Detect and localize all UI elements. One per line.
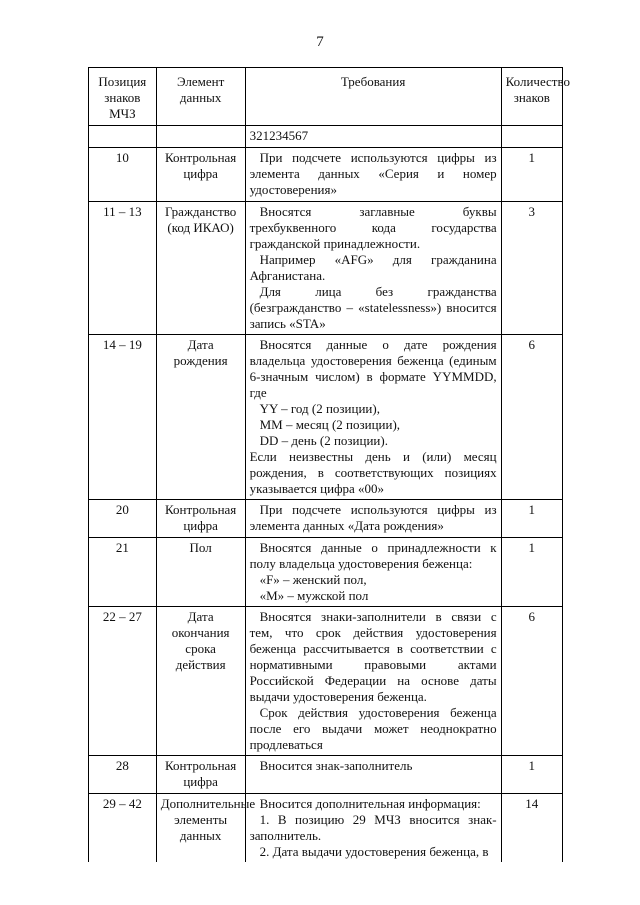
requirements-table (88, 67, 571, 862)
row-element: Гражданство (код ИКАО) (156, 202, 245, 335)
requirement-line: При подсчете используются цифры из элемента данных «Дата рождения» (249, 502, 497, 533)
row-count (501, 126, 562, 148)
row-count: 14 (501, 794, 562, 863)
row-count: 1 (501, 756, 562, 794)
header-count: Количество знаков (501, 68, 562, 126)
row-position: 10 (89, 148, 157, 202)
page-number: 7 (316, 34, 324, 50)
row-count: 1 (501, 148, 562, 202)
requirement-line: MM – месяц (2 позиции), (259, 417, 401, 432)
table-row (89, 126, 563, 148)
row-position: 11 – 13 (89, 202, 157, 335)
row-position (89, 126, 157, 148)
row-element: Пол (156, 538, 245, 607)
requirement-line: Вносится дополнительная информация: (259, 796, 481, 811)
table-header-row (89, 68, 563, 126)
requirement-line: Например «AFG» для гражданина Афганистана. (249, 252, 497, 283)
requirement-line: Вносится знак-заполнитель (259, 758, 413, 773)
row-requirements (245, 500, 501, 538)
requirement-line: Срок действия удостоверения беженца после его выдачи может неоднократно продлеваться (249, 705, 497, 752)
row-element: Дополнительные элементы данных (156, 794, 245, 863)
row-position: 20 (89, 500, 157, 538)
row-requirements (245, 756, 501, 794)
row-element (156, 126, 245, 148)
requirement-line: «M» – мужской пол (259, 588, 369, 603)
row-count: 1 (501, 538, 562, 607)
row-element: Контрольная цифра (156, 148, 245, 202)
requirement-line: 1. В позицию 29 МЧЗ вносится знак-заполнитель. (249, 812, 497, 843)
header-requirements: Требования (245, 68, 501, 126)
row-requirements (245, 538, 501, 607)
row-requirements (245, 335, 501, 500)
row-element: Контрольная цифра (156, 756, 245, 794)
row-element: Дата рождения (156, 335, 245, 500)
row-count: 6 (501, 335, 562, 500)
table-row (89, 538, 563, 607)
table-row (89, 335, 563, 500)
requirement-line: Вносятся данные о дате рождения владельца удостоверения беженца (единым 6-значным числом) в формате YYMMDD, где (249, 337, 497, 400)
requirement-line: YY – год (2 позиции), (259, 401, 380, 416)
table-row (89, 148, 563, 202)
row-requirements (245, 794, 501, 863)
table-row (89, 607, 563, 756)
header-position: Позиция знаков МЧЗ (89, 68, 157, 126)
header-element: Элемент данных (156, 68, 245, 126)
requirement-line: 321234567 (249, 128, 309, 143)
table-row (89, 756, 563, 794)
requirement-line: Вносятся знаки-заполнители в связи с тем, что срок действия удостоверения беженца рассчитывается в соответствии с нормативными правовыми актами Российской Федерации на основе даты выдачи удостоверения беженца. (249, 609, 497, 704)
table-row (89, 500, 563, 538)
row-position: 14 – 19 (89, 335, 157, 500)
row-count: 1 (501, 500, 562, 538)
row-element: Контрольная цифра (156, 500, 245, 538)
row-position: 28 (89, 756, 157, 794)
requirement-line: Если неизвестны день и (или) месяц рождения, в соответствующих позициях указывается цифра «00» (249, 449, 497, 496)
requirement-line: Вносятся данные о принадлежности к полу владельца удостоверения беженца: (249, 540, 497, 571)
requirement-line: 2. Дата выдачи удостоверения беженца, в (259, 844, 489, 859)
requirement-line: Вносятся заглавные буквы трехбуквенного кода государства гражданской принадлежности. (249, 204, 497, 251)
row-requirements (245, 202, 501, 335)
table-row (89, 794, 563, 863)
row-position: 22 – 27 (89, 607, 157, 756)
row-count: 3 (501, 202, 562, 335)
requirement-line: Для лица без гражданства (безгражданство – «statelessness») вносится запись «STA» (249, 284, 497, 331)
table-row (89, 202, 563, 335)
row-requirements (245, 126, 501, 148)
row-count: 6 (501, 607, 562, 756)
row-element: Дата окончания срока действия (156, 607, 245, 756)
requirement-line: DD – день (2 позиции). (259, 433, 388, 448)
row-position: 29 – 42 (89, 794, 157, 863)
row-requirements (245, 607, 501, 756)
row-position: 21 (89, 538, 157, 607)
row-requirements (245, 148, 501, 202)
requirement-line: «F» – женский пол, (259, 572, 367, 587)
requirement-line: При подсчете используются цифры из элемента данных «Серия и номер удостоверения» (249, 150, 497, 197)
